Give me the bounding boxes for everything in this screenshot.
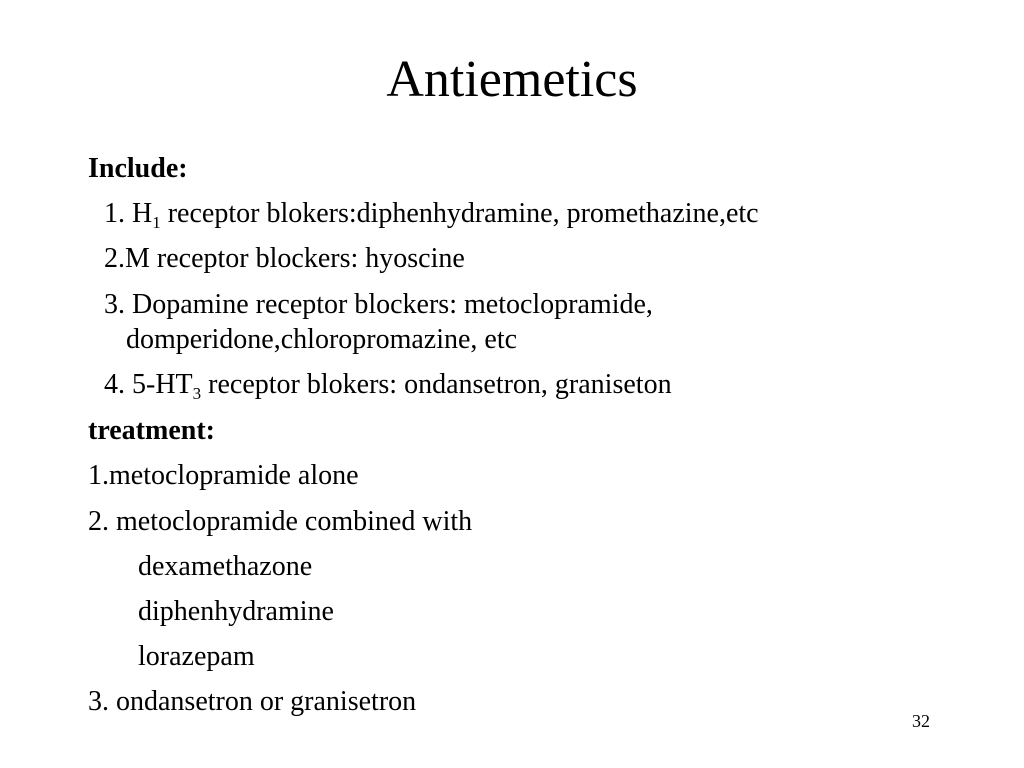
- treatment-item-2: 2. metoclopramide combined with: [88, 506, 473, 537]
- treatment-combo-lorazepam: lorazepam: [138, 641, 255, 672]
- treatment-item-1: 1.metoclopramide alone: [88, 460, 359, 491]
- include-item-m: 2.M receptor blockers: hyoscine: [104, 243, 465, 274]
- page-number: 32: [912, 711, 930, 731]
- slide-title: Antiemetics: [386, 51, 638, 108]
- include-item-h1: [104, 197, 759, 231]
- treatment-combo-diphenhydramine: diphenhydramine: [138, 596, 334, 627]
- include-item-h1-subscript: 1: [152, 213, 161, 232]
- include-item-dopamine-line2: domperidone,chloropromazine, etc: [126, 324, 518, 355]
- include-item-dopamine-line1: 3. Dopamine receptor blockers: metoclopramide,: [104, 289, 653, 320]
- include-item-5ht3-suffix: receptor blokers: ondansetron, graniseton: [201, 369, 672, 400]
- include-item-5ht3-subscript: 3: [192, 384, 202, 403]
- include-item-h1-suffix: receptor blokers:diphenhydramine, promethazine,etc: [160, 198, 759, 229]
- include-item-5ht3-prefix: 4. 5-HT: [104, 369, 193, 400]
- include-item-h1-prefix: 1. H: [104, 198, 153, 229]
- include-heading: Include:: [88, 153, 188, 184]
- treatment-item-3: 3. ondansetron or granisetron: [88, 686, 417, 717]
- treatment-heading: treatment:: [88, 415, 215, 446]
- treatment-combo-dexamethazone: dexamethazone: [138, 551, 313, 582]
- include-item-5ht3: [104, 368, 672, 402]
